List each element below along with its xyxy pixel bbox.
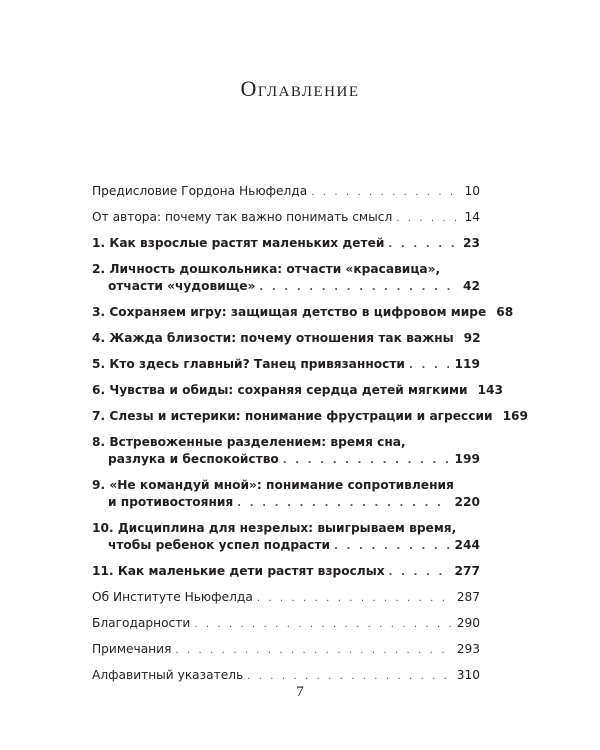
toc-entry-page: 10 — [464, 184, 480, 198]
toc-entry — [92, 589, 480, 606]
toc-entry-page: 293 — [456, 642, 480, 656]
toc-entry-page: 169 — [502, 409, 529, 423]
toc-entry — [92, 235, 480, 252]
toc-entry-title-continued: разлука и беспокойство — [108, 452, 279, 466]
toc-entry — [92, 183, 480, 200]
toc-entry — [92, 382, 503, 399]
toc-entry-title: 10. Дисциплина для незрелых: выигрываем время, — [92, 521, 457, 535]
toc-entry — [92, 408, 529, 425]
toc-entry-title: 11. Как маленькие дети растят взрослых — [92, 564, 385, 578]
toc-entry-title: 1. Как взрослые растят маленьких детей — [92, 236, 385, 250]
page-title: Оглавление — [240, 76, 360, 101]
toc-entry-title: 5. Кто здесь главный? Танец привязанности — [92, 357, 405, 371]
dot-leader — [175, 644, 450, 658]
toc-entry-title: Алфавитный указатель — [92, 668, 244, 682]
toc-entry-title: Благодарности — [92, 616, 191, 630]
toc-entry-page: 277 — [454, 564, 480, 578]
toc-entry — [92, 615, 480, 632]
toc-entry — [92, 667, 480, 684]
toc-entry-page: 199 — [454, 452, 480, 466]
toc-entry — [92, 330, 480, 347]
dot-leader — [311, 186, 458, 200]
toc-entry — [92, 563, 480, 580]
toc-entry — [92, 261, 480, 295]
dot-leader — [194, 618, 450, 632]
toc-entry-title: 2. Личность дошкольника: отчасти «красавица», — [92, 262, 441, 276]
toc-entry-page: 220 — [454, 495, 480, 509]
toc-entry-title: 4. Жажда близости: почему отношения так важны — [92, 331, 454, 345]
dot-leader — [409, 359, 449, 373]
dot-leader — [389, 566, 449, 580]
toc-entry-continuation — [92, 537, 480, 554]
toc-entry-title-continued: чтобы ребенок успел подрасти — [108, 538, 331, 552]
dot-leader — [237, 497, 448, 511]
toc-entry-continuation — [92, 278, 480, 295]
toc-entry-title: Об Институте Ньюфелда — [92, 590, 253, 604]
dot-leader — [283, 454, 449, 468]
page-number: 7 — [296, 684, 304, 700]
toc-entry-page: 244 — [454, 538, 480, 552]
dot-leader — [334, 540, 448, 554]
dot-leader — [259, 281, 457, 295]
toc-entry-page: 287 — [456, 590, 480, 604]
toc-entry-title: 7. Слезы и истерики: понимание фрустрации и агрессии — [92, 409, 493, 423]
toc-entry — [92, 356, 480, 373]
toc-entry — [92, 520, 480, 554]
toc-entry — [92, 434, 480, 468]
toc-entry — [92, 304, 514, 321]
toc-entry-title: 9. «Не командуй мной»: понимание сопротивления — [92, 478, 454, 492]
toc-entry-page: 92 — [463, 331, 481, 345]
dot-leader — [257, 592, 451, 606]
toc-entry-page: 290 — [456, 616, 480, 630]
toc-entry-page: 42 — [463, 279, 480, 293]
table-of-contents — [92, 183, 529, 684]
toc-entry-page: 119 — [454, 357, 480, 371]
toc-entry-page: 143 — [477, 383, 503, 397]
dot-leader — [247, 670, 451, 684]
toc-entry-title-continued: и противостояния — [108, 495, 234, 509]
toc-entry — [92, 641, 480, 658]
toc-entry-continuation — [92, 494, 480, 511]
dot-leader — [388, 238, 457, 252]
toc-entry-title: 3. Сохраняем игру: защищая детство в цифровом мире — [92, 305, 487, 319]
toc-entry-title: Примечания — [92, 642, 172, 656]
toc-entry-title: 6. Чувства и обиды: сохраняя сердца детей мягкими — [92, 383, 468, 397]
toc-entry-title: Предисловие Гордона Ньюфелда — [92, 184, 308, 198]
toc-entry-page: 23 — [463, 236, 480, 250]
toc-entry — [92, 477, 480, 511]
toc-entry-page: 68 — [496, 305, 514, 319]
toc-entry — [92, 209, 480, 226]
toc-entry-title: От автора: почему так важно понимать смысл — [92, 210, 393, 224]
toc-entry-page: 14 — [464, 210, 480, 224]
dot-leader — [396, 212, 458, 226]
toc-entry-title-continued: отчасти «чудовище» — [108, 279, 256, 293]
toc-entry-title: 8. Встревоженные разделением: время сна, — [92, 435, 406, 449]
toc-entry-page: 310 — [456, 668, 480, 682]
toc-entry-continuation — [92, 451, 480, 468]
